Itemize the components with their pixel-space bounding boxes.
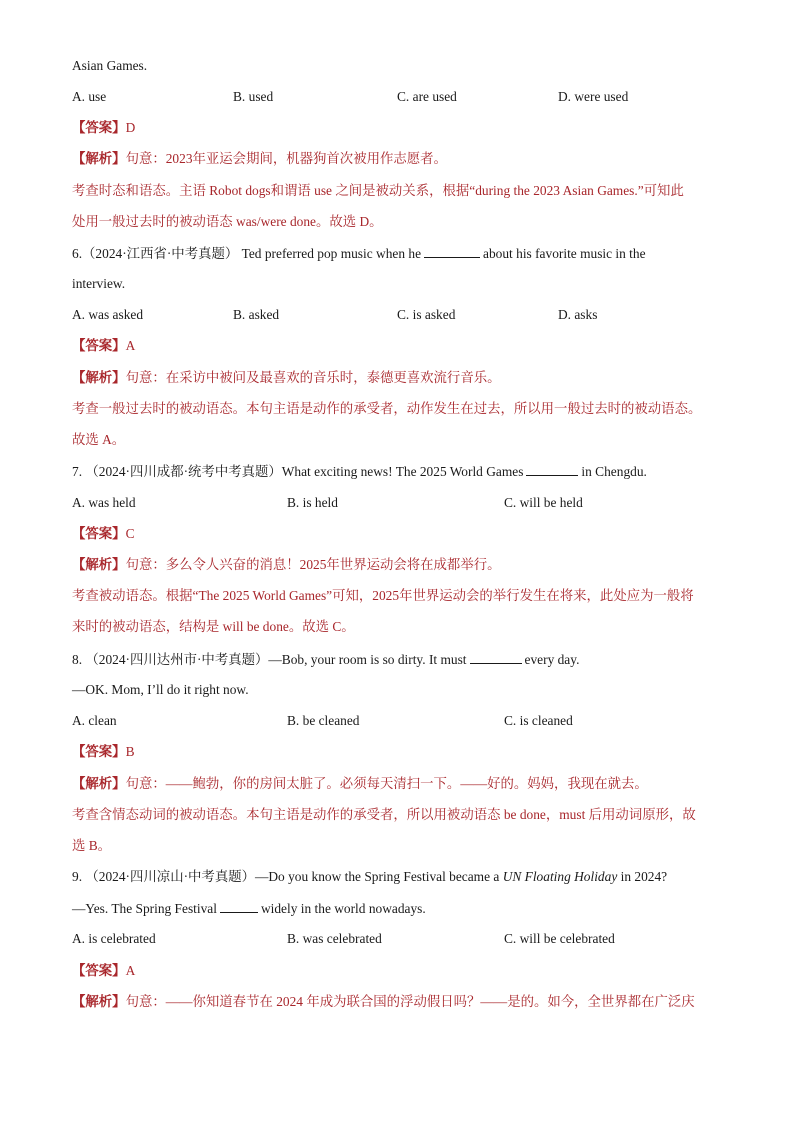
answer-value: A [125, 338, 136, 353]
answer-value: D [125, 120, 136, 135]
q7-stem-post: in Chengdu. [581, 464, 647, 479]
q6-option-b: B. asked [233, 307, 280, 322]
q7-stem-pre: What exciting news! The 2025 World Games [281, 464, 524, 479]
analysis-text: 句意：2023年亚运会期间，机器狗首次被用作志愿者。 [125, 151, 447, 166]
q5-option-a: A. use [72, 89, 107, 104]
q5-stem-tail [72, 56, 722, 76]
analysis-text: 句意：多么令人兴奋的消息！2025年世界运动会将在成都举行。 [125, 557, 501, 572]
analysis-tag: 【解析】 [72, 776, 126, 791]
analysis-text: 句意：——鲍勃，你的房间太脏了。必须每天清扫一下。——好的。妈妈，我现在就去。 [125, 776, 648, 791]
q8-stem-pre: —Bob, your room is so dirty. It must [268, 652, 467, 667]
q7-analysis-1 [72, 555, 722, 575]
q9-stem-italic: UN Floating Holiday [502, 869, 618, 884]
q5-analysis-1 [72, 149, 722, 169]
q7-answer [72, 524, 722, 544]
q9-analysis-1 [72, 992, 722, 1012]
q7-option-c: C. will be held [504, 495, 583, 510]
q9-stem-post: in 2024? [620, 869, 668, 884]
answer-blank [424, 243, 480, 258]
q9-option-b: B. was celebrated [287, 931, 382, 946]
q5-analysis-2: 考查时态和语态。主语 Robot dogs和谓语 use 之间是被动关系，根据“during the 2023 Asian Games.”可知此 [72, 183, 684, 198]
q9-stem [72, 867, 722, 887]
q5-stem-text: Asian Games. [72, 58, 148, 73]
q8-analysis-2: 考查含情态动词的被动语态。本句主语是动作的承受者，所以用被动语态 be done，must 后用动词原形，故 [72, 807, 696, 822]
q9-stem-line2 [72, 898, 722, 919]
q8-option-b: B. be cleaned [287, 713, 360, 728]
q7-source: 7. （2024·四川成都·统考中考真题） [72, 464, 282, 479]
answer-blank [220, 898, 258, 913]
q9-answer [72, 961, 722, 981]
q6-option-c: C. is asked [397, 307, 456, 322]
q9-stem-pre: —Do you know the Spring Festival became a [255, 869, 500, 884]
q9-option-a: A. is celebrated [72, 931, 156, 946]
q9-stem-line2-post: widely in the world nowadays. [260, 901, 426, 916]
q7-option-a: A. was held [72, 495, 136, 510]
q6-stem-pre: Ted preferred pop music when he [241, 246, 422, 261]
q5-analysis-3: 处用一般过去时的被动语态 was/were done。故选 D。 [72, 214, 383, 229]
q6-source: 6.（2024·江西省·中考真题） [72, 246, 239, 261]
answer-tag: 【答案】 [72, 963, 126, 978]
q8-analysis-1 [72, 774, 722, 794]
q8-option-a: A. clean [72, 713, 117, 728]
q8-answer [72, 742, 722, 762]
answer-value: C [125, 526, 135, 541]
q9-option-c: C. will be celebrated [504, 931, 615, 946]
analysis-tag: 【解析】 [72, 557, 126, 572]
q7-option-b: B. is held [287, 495, 338, 510]
answer-blank [470, 649, 522, 664]
analysis-tag: 【解析】 [72, 151, 126, 166]
answer-value: A [125, 963, 136, 978]
q8-analysis-3: 选 B。 [72, 838, 112, 853]
analysis-text: 句意：在采访中被问及最喜欢的音乐时，泰德更喜欢流行音乐。 [125, 370, 501, 385]
q9-source: 9. （2024·四川凉山·中考真题） [72, 869, 255, 884]
q6-option-a: A. was asked [72, 307, 144, 322]
q5-option-b: B. used [233, 89, 274, 104]
answer-tag: 【答案】 [72, 526, 126, 541]
q8-stem-post: every day. [524, 652, 580, 667]
q6-analysis-3: 故选 A。 [72, 432, 126, 447]
q6-analysis-2: 考查一般过去时的被动语态。本句主语是动作的承受者，动作发生在过去，所以用一般过去时的被动语态。 [72, 401, 702, 416]
q9-stem-line2-pre: —Yes. The Spring Festival [72, 901, 217, 916]
q7-stem [72, 461, 722, 482]
q8-stem-line2: —OK. Mom, I’ll do it right now. [72, 682, 249, 697]
q5-answer [72, 118, 722, 138]
q7-analysis-3: 来时的被动语态，结构是 will be done。故选 C。 [72, 619, 355, 634]
q8-option-c: C. is cleaned [504, 713, 573, 728]
q6-stem-post: about his favorite music in the [483, 246, 646, 261]
q6-stem [72, 243, 722, 264]
answer-blank [526, 461, 578, 476]
q8-stem [72, 649, 722, 670]
analysis-text: 句意：——你知道春节在 2024 年成为联合国的浮动假日吗？——是的。如今，全世界都在广泛庆 [125, 994, 695, 1009]
analysis-tag: 【解析】 [72, 370, 126, 385]
analysis-tag: 【解析】 [72, 994, 126, 1009]
q6-answer [72, 336, 722, 356]
q5-option-d: D. were used [558, 89, 629, 104]
answer-tag: 【答案】 [72, 338, 126, 353]
q6-stem-line2: interview. [72, 276, 126, 291]
answer-value: B [125, 744, 135, 759]
q5-option-c: C. are used [397, 89, 457, 104]
q6-analysis-1 [72, 368, 722, 388]
answer-tag: 【答案】 [72, 120, 126, 135]
q6-option-d: D. asks [558, 307, 598, 322]
q8-source: 8. （2024·四川达州市·中考真题） [72, 652, 269, 667]
q7-analysis-2: 考查被动语态。根据“The 2025 World Games”可知，2025年世界运动会的举行发生在将来，此处应为一般将 [72, 588, 694, 603]
answer-tag: 【答案】 [72, 744, 126, 759]
